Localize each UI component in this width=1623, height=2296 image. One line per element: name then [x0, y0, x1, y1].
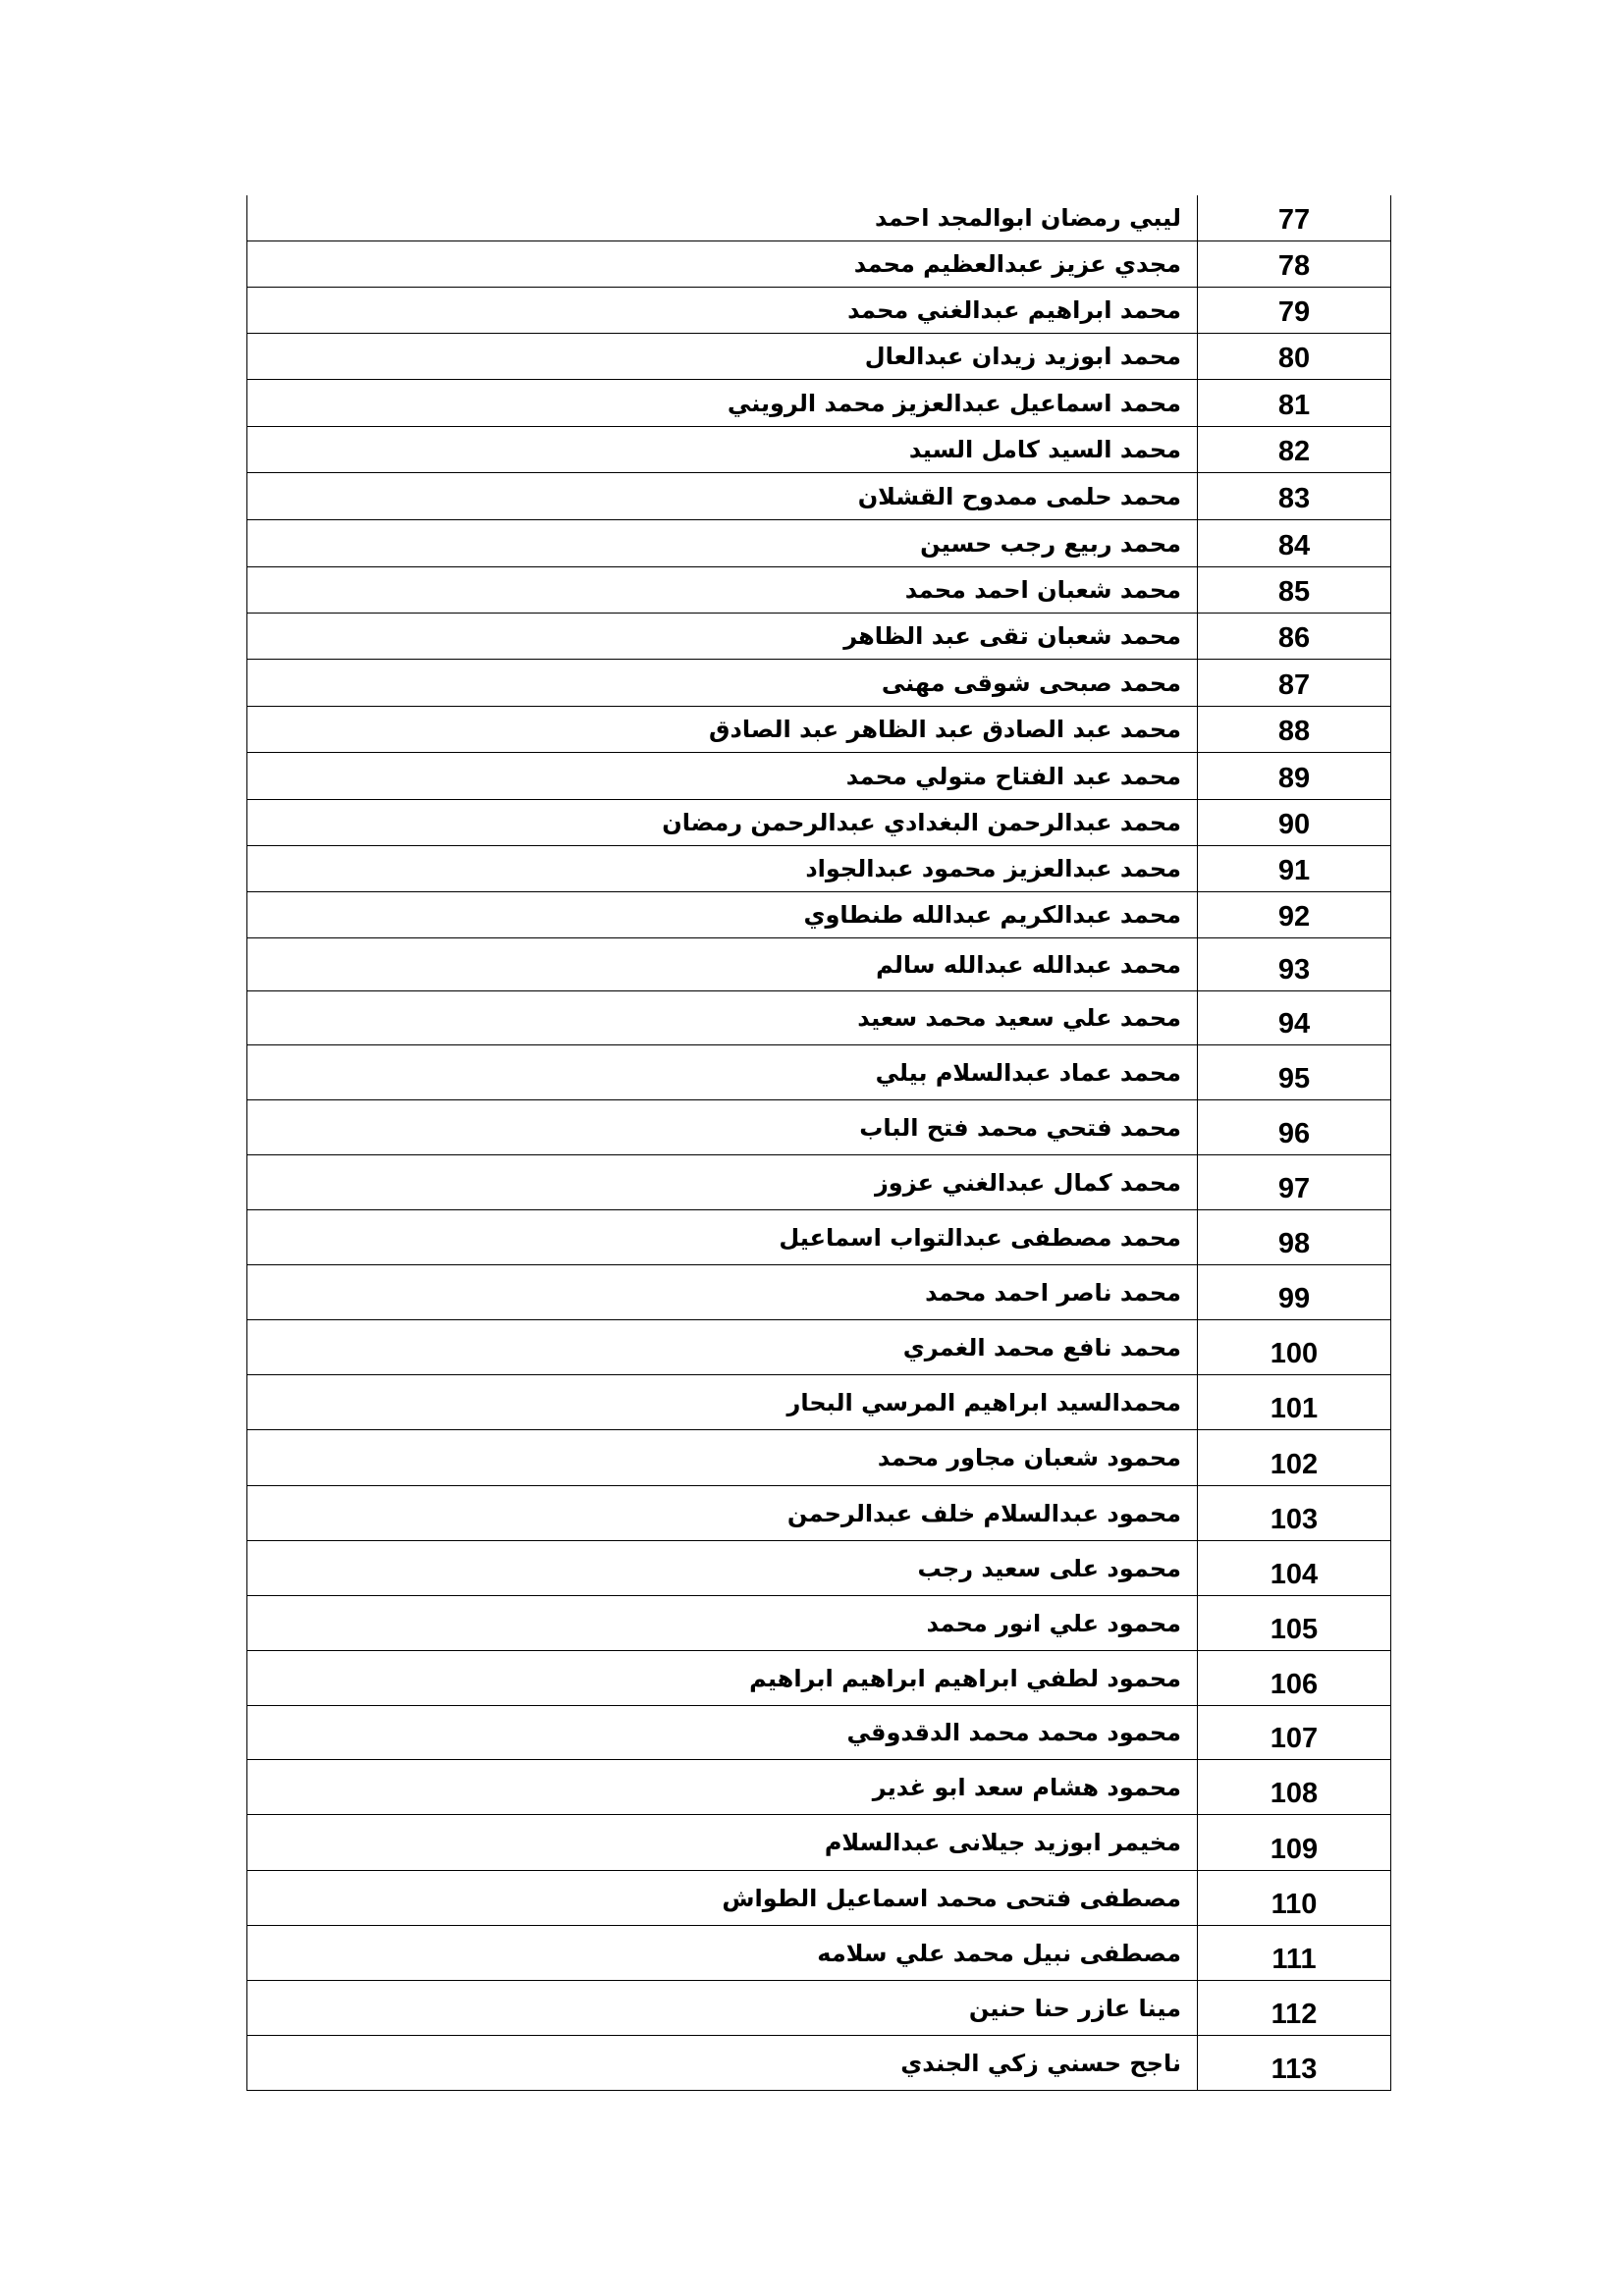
number-cell: 97 [1277, 1173, 1311, 1204]
name-cell: محمد صبحى شوقى مهنى [247, 660, 1198, 706]
name-cell: محمد عبدالكريم عبدالله طنطاوي [247, 892, 1198, 937]
table-row [247, 1210, 1390, 1265]
table-row [247, 1100, 1390, 1155]
table-row [247, 938, 1390, 991]
table-row [247, 1706, 1390, 1760]
number-cell: 84 [1277, 530, 1311, 561]
number-cell: 82 [1277, 436, 1311, 467]
number-cell: 103 [1270, 1504, 1319, 1535]
name-cell: محمد عماد عبدالسلام بيلي [247, 1045, 1198, 1099]
number-cell: 99 [1277, 1283, 1311, 1314]
number-cell: 85 [1277, 576, 1311, 608]
name-cell: محمد ابوزيد زيدان عبدالعال [247, 334, 1198, 379]
table-row [247, 753, 1390, 800]
name-cell: محمود هشام سعد ابو غدير [247, 1760, 1198, 1814]
number-cell: 113 [1271, 2054, 1318, 2085]
number-cell: 100 [1270, 1338, 1319, 1369]
table-row [247, 1155, 1390, 1210]
table-row [247, 567, 1390, 614]
table-row [247, 241, 1390, 288]
name-cell: محمد اسماعيل عبدالعزيز محمد الرويني [247, 380, 1198, 426]
table-row [247, 195, 1390, 241]
table-row [247, 1541, 1390, 1596]
names-table [246, 195, 1391, 2091]
name-cell: محمد عبد الفتاح متولي محمد [247, 753, 1198, 799]
number-cell: 108 [1270, 1778, 1319, 1809]
number-cell: 88 [1277, 716, 1311, 747]
table-row [247, 614, 1390, 660]
table-row [247, 1760, 1390, 1815]
number-cell: 107 [1270, 1723, 1319, 1754]
name-cell: محمد عبد الصادق عبد الظاهر عبد الصادق [247, 707, 1198, 752]
name-cell: محمد نافع محمد الغمري [247, 1320, 1198, 1374]
name-cell: محمد شعبان تقى عبد الظاهر [247, 614, 1198, 659]
name-cell: محمد فتحي محمد فتح الباب [247, 1100, 1198, 1154]
name-cell: مجدي عزيز عبدالعظيم محمد [247, 241, 1198, 287]
table-row [247, 892, 1390, 938]
table-row [247, 1596, 1390, 1651]
number-cell: 109 [1270, 1834, 1319, 1865]
name-cell: محمود شعبان مجاور محمد [247, 1430, 1198, 1485]
name-cell: ناجح حسني زكي الجندي [247, 2036, 1198, 2090]
table-row [247, 1486, 1390, 1541]
number-cell: 87 [1277, 669, 1311, 701]
name-cell: محمد مصطفى عبدالتواب اسماعيل [247, 1210, 1198, 1264]
table-row [247, 707, 1390, 753]
number-cell: 94 [1277, 1008, 1311, 1040]
name-cell: محمد علي سعيد محمد سعيد [247, 991, 1198, 1044]
name-cell: محمدالسيد ابراهيم المرسي البحار [247, 1375, 1198, 1429]
table-row [247, 1375, 1390, 1430]
number-cell: 91 [1277, 855, 1311, 886]
number-cell: 80 [1277, 343, 1311, 374]
table-row [247, 427, 1390, 473]
name-cell: محمد ابراهيم عبدالغني محمد [247, 288, 1198, 333]
number-cell: 95 [1277, 1063, 1311, 1095]
table-row [247, 520, 1390, 567]
table-row [247, 334, 1390, 380]
table-row [247, 473, 1390, 520]
number-cell: 105 [1270, 1614, 1319, 1645]
name-cell: محمود محمد محمد الدقدوقي [247, 1706, 1198, 1759]
name-cell: محمود علي انور محمد [247, 1596, 1198, 1650]
number-cell: 111 [1271, 1944, 1317, 1975]
table-row [247, 380, 1390, 427]
table-row [247, 660, 1390, 707]
name-cell: محمد ناصر احمد محمد [247, 1265, 1198, 1319]
number-cell: 93 [1277, 954, 1311, 986]
table-row [247, 991, 1390, 1045]
table-row [247, 1926, 1390, 1981]
name-cell: مصطفى نبيل محمد علي سلامه [247, 1926, 1198, 1980]
number-cell: 92 [1277, 901, 1311, 933]
number-cell: 79 [1277, 296, 1311, 328]
table-row [247, 2036, 1390, 2091]
name-cell: محمد ربيع رجب حسين [247, 520, 1198, 566]
name-cell: مينا عازر حنا حنين [247, 1981, 1198, 2035]
table-row [247, 1045, 1390, 1100]
name-cell: محمد شعبان احمد محمد [247, 567, 1198, 613]
table-row [247, 288, 1390, 334]
name-cell: محمود لطفي ابراهيم ابراهيم ابراهيم [247, 1651, 1198, 1705]
number-cell: 98 [1277, 1228, 1311, 1259]
number-cell: 86 [1277, 622, 1311, 654]
name-cell: محمد عبدالرحمن البغدادي عبدالرحمن رمضان [247, 800, 1198, 845]
number-cell: 110 [1271, 1889, 1318, 1920]
name-cell: محمد حلمى ممدوح القشلان [247, 473, 1198, 519]
number-cell: 83 [1277, 483, 1311, 514]
number-cell: 112 [1271, 1999, 1318, 2030]
table-row [247, 1651, 1390, 1706]
name-cell: ليبي رمضان ابوالمجد احمد [247, 195, 1198, 240]
name-cell: محمود عبدالسلام خلف عبدالرحمن [247, 1486, 1198, 1540]
number-cell: 102 [1270, 1449, 1319, 1480]
name-cell: محمد عبدالله عبدالله سالم [247, 938, 1198, 990]
number-cell: 81 [1277, 390, 1311, 421]
table-row [247, 846, 1390, 892]
name-cell: مصطفى فتحى محمد اسماعيل الطواش [247, 1871, 1198, 1925]
table-row [247, 1265, 1390, 1320]
number-cell: 89 [1277, 763, 1311, 794]
name-cell: محمود على سعيد رجب [247, 1541, 1198, 1595]
table-row [247, 1320, 1390, 1375]
number-cell: 78 [1277, 250, 1311, 282]
number-cell: 96 [1277, 1118, 1311, 1149]
table-row [247, 1981, 1390, 2036]
number-cell: 106 [1270, 1669, 1319, 1700]
table-row [247, 800, 1390, 846]
name-cell: محمد كمال عبدالغني عزوز [247, 1155, 1198, 1209]
table-row [247, 1871, 1390, 1926]
name-cell: محمد عبدالعزيز محمود عبدالجواد [247, 846, 1198, 891]
table-row [247, 1430, 1390, 1486]
number-cell: 77 [1277, 204, 1311, 236]
name-cell: محمد السيد كامل السيد [247, 427, 1198, 472]
table-row [247, 1815, 1390, 1871]
number-cell: 104 [1270, 1559, 1319, 1590]
name-cell: مخيمر ابوزيد جيلانى عبدالسلام [247, 1815, 1198, 1870]
number-cell: 101 [1270, 1393, 1319, 1424]
number-cell: 90 [1277, 809, 1311, 840]
